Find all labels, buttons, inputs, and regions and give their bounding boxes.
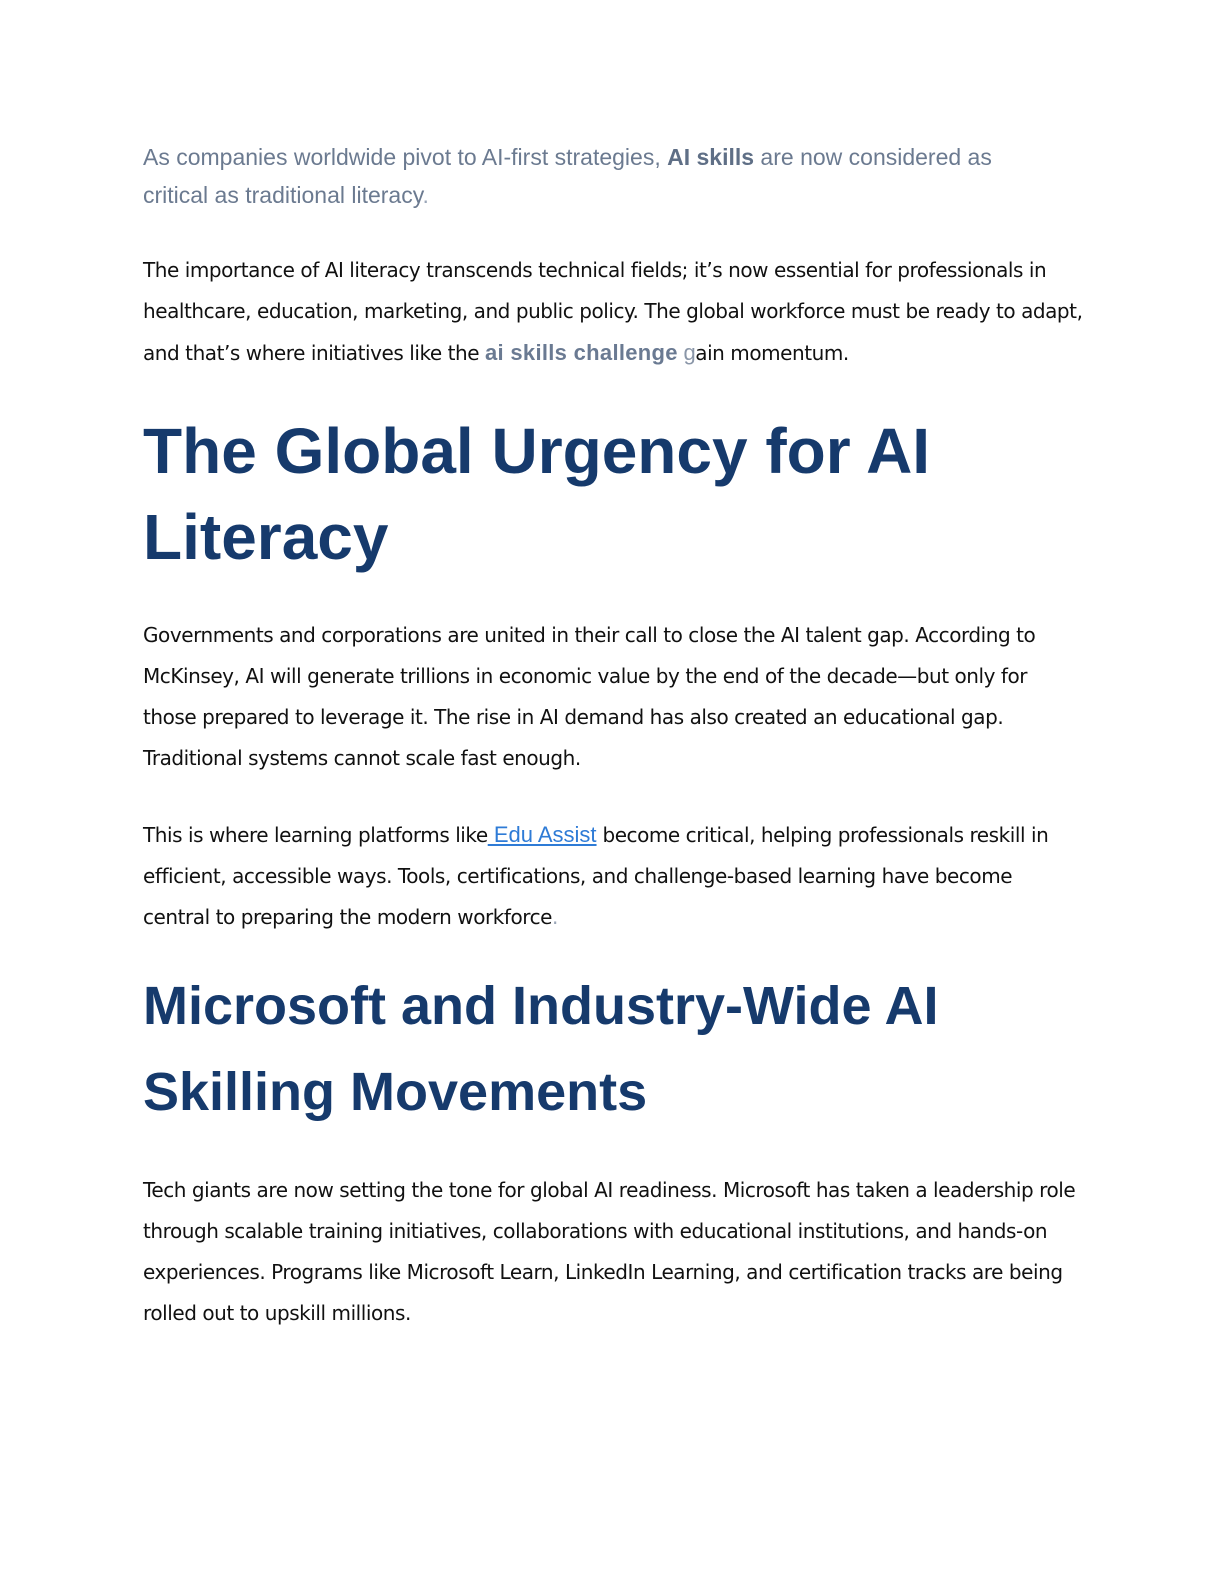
heading-global-urgency: The Global Urgency for AI Literacy bbox=[143, 415, 931, 573]
intro-text-start: As companies worldwide pivot to AI-first strategies, bbox=[143, 144, 668, 170]
paragraph-ai-literacy-importance bbox=[143, 250, 1083, 374]
paragraph-talent-gap: Governments and corporations are united in their call to close the AI talent gap. According to McKinsey, AI will generate trillions in economic value by the end of the decade—but only for those prepared to leverage it. The rise in AI demand has also created an educational gap. Traditional systems cannot scale fast enough. bbox=[143, 623, 1036, 770]
edu-assist-link[interactable]: Edu Assist bbox=[487, 822, 597, 847]
heading-microsoft-skilling: Microsoft and Industry-Wide AI Skilling Movements bbox=[143, 976, 939, 1122]
paragraph-learning-platforms bbox=[143, 814, 1083, 938]
paragraph-text-before-link: This is where learning platforms like bbox=[143, 823, 488, 847]
intro-paragraph bbox=[143, 138, 1043, 214]
paragraph-period: . bbox=[552, 905, 558, 929]
intro-period: . bbox=[422, 182, 429, 208]
paragraph-text: The importance of AI literacy transcends technical fields; it’s now essential for professionals in healthcare, education, marketing, and public policy. The global workforce must be ready to adapt, and that’s where initiatives like the bbox=[143, 258, 1083, 365]
paragraph-text-after-link: become critical, helping professionals reskill in efficient, accessible ways. Tools, certifications, and challenge-based learning have become central to preparing the modern workforce bbox=[143, 823, 1049, 929]
paragraph-text-tail: ain momentum. bbox=[695, 341, 849, 365]
intro-strong-ai-skills: AI skills bbox=[667, 144, 755, 170]
paragraph-tech-giants: Tech giants are now setting the tone for global AI readiness. Microsoft has taken a leadership role through scalable training initiatives, collaborations with educational institutions, and hands-on experiences. Programs like Microsoft Learn, LinkedIn Learning, and certification tracks are being rolled out to upskill millions. bbox=[143, 1178, 1076, 1325]
intro-text-end: are now considered as critical as traditional literacy bbox=[143, 144, 992, 208]
ai-skills-challenge-highlight: ai skills challenge bbox=[485, 340, 678, 365]
paragraph-text-g: g bbox=[677, 340, 696, 365]
